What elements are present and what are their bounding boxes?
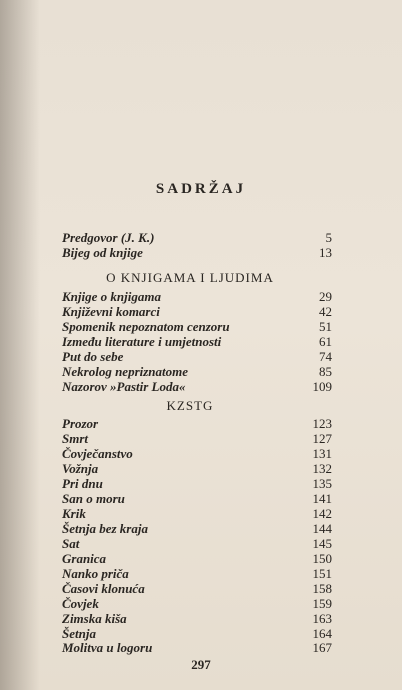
toc-entry xyxy=(62,551,332,567)
toc-entry xyxy=(62,596,332,612)
toc-entry xyxy=(62,431,332,447)
toc-entry xyxy=(62,230,332,246)
toc-entry xyxy=(62,304,332,320)
toc-entry xyxy=(62,640,332,656)
toc-entry xyxy=(62,319,332,335)
entry-page: 151 xyxy=(312,566,332,581)
entry-title: Nanko priča xyxy=(62,566,129,581)
entry-page: 127 xyxy=(312,431,332,446)
entry-title: Između literature i umjetnosti xyxy=(62,334,222,349)
entry-title: Časovi klonuća xyxy=(62,581,145,596)
entry-page: 145 xyxy=(312,536,332,551)
entry-page: 159 xyxy=(312,596,332,611)
entry-title: Smrt xyxy=(62,431,89,446)
entry-title: Knjige o knjigama xyxy=(62,289,161,304)
section-heading: KZSTG xyxy=(166,398,214,413)
toc-entry xyxy=(62,566,332,582)
entry-page: 85 xyxy=(319,364,332,379)
entry-page: 135 xyxy=(312,476,332,491)
entry-title: Čovječanstvo xyxy=(62,446,133,461)
entry-page: 74 xyxy=(319,349,332,364)
toc-entry xyxy=(62,461,332,477)
entry-page: 167 xyxy=(312,640,332,655)
entry-title: Zimska kiša xyxy=(62,611,127,626)
entry-page: 158 xyxy=(312,581,332,596)
entry-page: 42 xyxy=(319,304,332,319)
entry-title: Nekrolog nepriznatome xyxy=(62,364,189,379)
entry-page: 51 xyxy=(319,319,332,334)
entry-title: Granica xyxy=(62,551,107,566)
toc-entry xyxy=(62,416,332,432)
toc-entry xyxy=(62,289,332,305)
entry-title: Put do sebe xyxy=(62,349,124,364)
toc-entry xyxy=(62,476,332,492)
entry-title: Bijeg od knjige xyxy=(62,245,143,260)
toc-entry xyxy=(62,379,332,395)
entry-page: 61 xyxy=(319,334,332,349)
entry-title: Čovjek xyxy=(62,596,99,611)
section-heading: O KNJIGAMA I LJUDIMA xyxy=(106,270,274,285)
entry-title: San o moru xyxy=(62,491,125,506)
entry-page: 5 xyxy=(325,230,332,245)
entry-title: Krik xyxy=(62,506,86,521)
entry-page: 123 xyxy=(312,416,332,431)
entry-page: 163 xyxy=(312,611,332,626)
entry-page: 142 xyxy=(312,506,332,521)
entry-page: 144 xyxy=(312,521,332,536)
entry-title: Sat xyxy=(62,536,80,551)
entry-title: Spomenik nepoznatom cenzoru xyxy=(62,319,230,334)
toc-entry xyxy=(62,506,332,522)
toc-entry xyxy=(62,446,332,462)
page-number: 297 xyxy=(191,657,211,672)
entry-title: Prozor xyxy=(62,416,99,431)
entry-page: 132 xyxy=(312,461,332,476)
entry-title: Vožnja xyxy=(62,461,99,476)
entry-page: 131 xyxy=(312,446,332,461)
entry-title: Šetnja xyxy=(62,626,96,641)
toc-title: SADRŽAJ xyxy=(155,181,247,197)
entry-page: 109 xyxy=(312,379,332,394)
toc-entry xyxy=(62,521,332,537)
toc-entry xyxy=(62,245,332,261)
toc-entry xyxy=(62,611,332,627)
entry-page: 164 xyxy=(312,626,332,641)
entry-page: 141 xyxy=(312,491,332,506)
entry-title: Molitva u logoru xyxy=(62,640,153,655)
entry-page: 150 xyxy=(312,551,332,566)
toc-entry xyxy=(62,349,332,365)
entry-title: Predgovor (J. K.) xyxy=(62,230,155,245)
toc-entry xyxy=(62,364,332,380)
entry-page: 13 xyxy=(319,245,332,260)
entry-page: 29 xyxy=(319,289,332,304)
toc-entry xyxy=(62,491,332,507)
entry-title: Književni komarci xyxy=(62,304,160,319)
toc-entry xyxy=(62,536,332,552)
toc-entry xyxy=(62,334,332,350)
entry-title: Nazorov »Pastir Loda« xyxy=(62,379,186,394)
entry-title: Šetnja bez kraja xyxy=(62,521,148,536)
toc-entry xyxy=(62,581,332,597)
page-gutter-shadow xyxy=(0,0,40,690)
entry-title: Pri dnu xyxy=(62,476,103,491)
